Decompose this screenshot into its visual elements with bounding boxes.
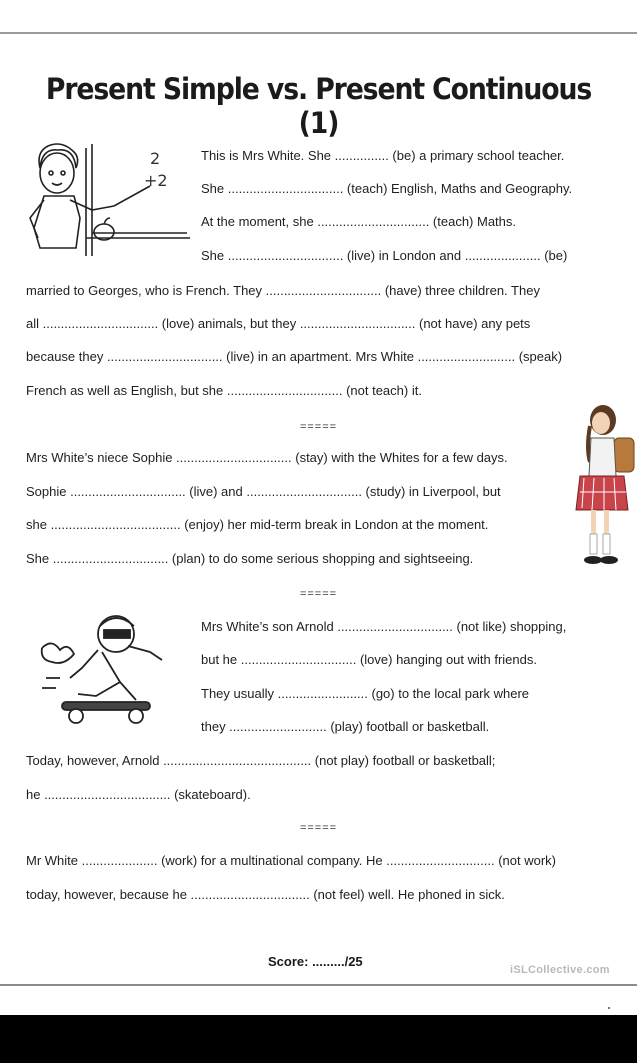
dot-mark	[608, 1007, 610, 1009]
bottom-black-bar	[0, 1015, 637, 1063]
exercise-line-11: she .................................... (enjoy) her mid-term break in London at the moment.	[26, 517, 489, 532]
exercise-line-16: they ........................... (play) football or basketball.	[201, 719, 490, 734]
worksheet-title: Present Simple vs. Present Continuous (1)	[45, 72, 592, 140]
board-number-bottom: +2	[144, 171, 168, 190]
exercise-line-13: Mrs White’s son Arnold ................................ (not like) shopping,	[201, 619, 567, 634]
exercise-line-4: She ................................ (live) in London and ..................... (be)	[201, 248, 568, 263]
section-separator-2: =====	[299, 588, 338, 600]
skateboarder-illustration	[38, 608, 170, 728]
exercise-line-18: he ................................... (skateboard).	[26, 787, 251, 802]
exercise-line-8: French as well as English, but she ................................ (not teach) it.	[26, 383, 422, 398]
score-label: Score: ........./25	[268, 954, 363, 969]
exercise-line-12: She ................................ (plan) to do some serious shopping and sightseeing.	[26, 551, 474, 566]
exercise-line-14: but he ................................ (love) hanging out with friends.	[201, 652, 537, 667]
exercise-line-19: Mr White ..................... (work) for a multinational company. He .............................. (not work)	[26, 853, 557, 868]
exercise-line-5: married to Georges, who is French. They ................................ (have) three children. They	[26, 283, 540, 298]
top-bar	[0, 0, 637, 34]
exercise-line-20: today, however, because he ................................. (not feel) well. He phoned in sick.	[26, 887, 505, 902]
exercise-line-3: At the moment, she ............................... (teach) Maths.	[201, 214, 516, 229]
exercise-line-1: This is Mrs White. She ............... (be) a primary school teacher.	[201, 148, 565, 163]
section-separator-3: =====	[299, 822, 338, 834]
exercise-line-17: Today, however, Arnold ......................................... (not play) football or basketball;	[26, 753, 496, 768]
exercise-line-10: Sophie ................................ (live) and ................................ (study) in Liverpool, but	[26, 484, 501, 499]
section-separator-1: =====	[299, 421, 338, 433]
brand-watermark: iSLCollective.com	[510, 964, 610, 976]
exercise-line-9: Mrs White’s niece Sophie ................................ (stay) with the Whites for a few days.	[26, 450, 508, 465]
board-number-top: 2	[150, 149, 161, 168]
exercise-line-2: She ................................ (teach) English, Maths and Geography.	[201, 181, 573, 196]
exercise-line-15: They usually ......................... (go) to the local park where	[201, 686, 530, 701]
exercise-line-6: all ................................ (love) animals, but they ................................ (not have) any pets	[26, 316, 531, 331]
exercise-line-7: because they ................................ (live) in an apartment. Mrs White ........................... (speak)	[26, 349, 563, 364]
teacher-illustration	[22, 138, 192, 263]
footer-divider	[0, 984, 637, 986]
